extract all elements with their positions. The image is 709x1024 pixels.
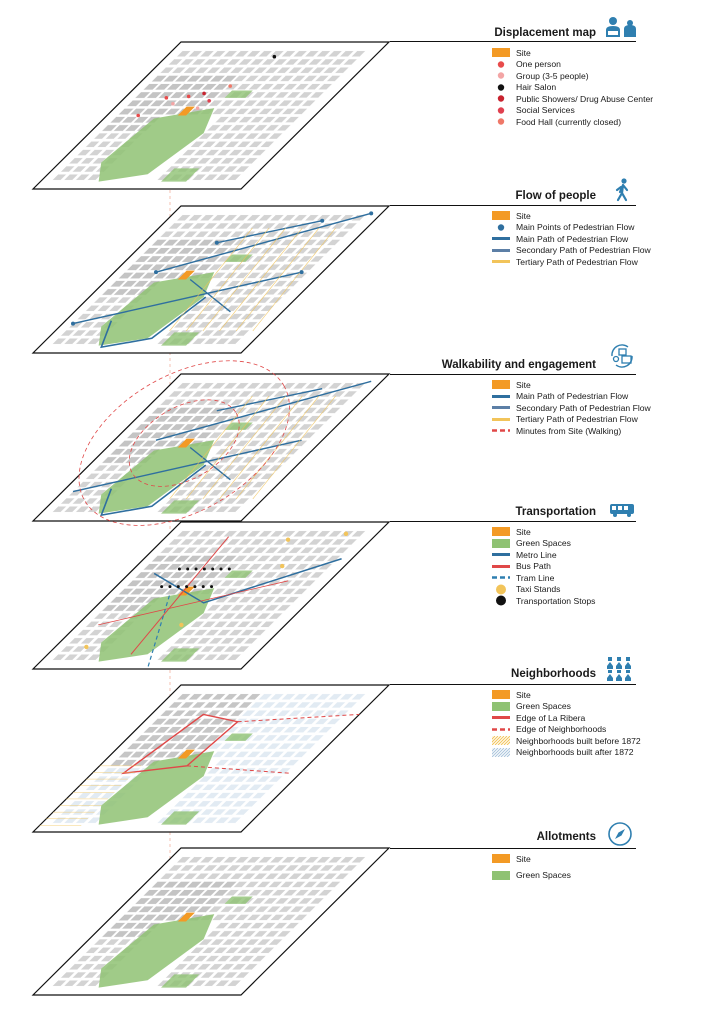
legend-label: Edge of La Ribera [516,712,586,723]
pedestrian-icon [613,178,633,207]
transport-stop [228,568,231,571]
transport-stop [211,568,214,571]
legend-swatch [492,59,510,69]
map-layer-4 [33,522,389,669]
legend-item [492,526,702,538]
legend-swatch [492,713,510,723]
buildings-icon [606,656,632,687]
legend-item [492,402,702,414]
transport-stop [202,585,205,588]
displacement-dot [187,95,191,99]
legend-swatch [492,71,510,81]
transport-stop [210,585,213,588]
legend-item [492,747,702,759]
title-rule [390,205,636,206]
legend-item [492,116,702,128]
displacement-dot [207,99,211,103]
legend-item [492,689,702,701]
layer-title-neighborhoods: Neighborhoods [511,668,596,680]
transport-stop [195,568,198,571]
legend-swatch [492,257,510,267]
legend-label: Tertiary Path of Pedestrian Flow [516,414,638,425]
displacement-dot [165,96,169,100]
legend-flow [492,210,702,268]
displacement-dot [202,92,206,96]
legend-swatch [492,117,510,127]
legend-label: Neighborhoods built before 1872 [516,735,641,746]
legend-item [492,561,702,573]
legend-item [492,584,702,596]
legend-label: Green Spaces [516,538,571,549]
legend-label: Metro Line [516,549,557,560]
transport-stop [186,568,189,571]
transport-stop [160,585,163,588]
taxi-stand [344,532,348,536]
legend-item [492,572,702,584]
transport-stop [220,568,223,571]
bus-icon [609,503,635,522]
legend-label: Site [516,526,531,537]
legend-swatch [492,596,510,606]
legend-swatch [492,870,510,880]
legend-transportation [492,526,702,607]
legend-item [492,47,702,59]
legend-item [492,870,702,882]
legend-swatch [492,538,510,548]
legend-item [492,82,702,94]
legend-item [492,93,702,105]
legend-label: Secondary Path of Pedestrian Flow [516,245,651,256]
displacement-dot [171,102,175,106]
engagement-icon [608,342,636,375]
legend-label: Main Path of Pedestrian Flow [516,391,629,402]
legend-item [492,595,702,607]
legend-label: Site [516,210,531,221]
map-layer-5 [33,685,389,832]
transport-stop [178,568,181,571]
legend-swatch [492,584,510,594]
taxi-stand [286,537,290,541]
displaced-people-icon [604,16,638,43]
legend-item [492,724,702,736]
legend-label: Site [516,689,531,700]
legend-swatch [492,222,510,232]
legend-swatch [492,690,510,700]
legend-item [492,233,702,245]
legend-walkability [492,379,702,437]
legend-swatch [492,573,510,583]
legend-item [492,853,702,865]
transport-stop [177,585,180,588]
legend-swatch [492,736,510,746]
legend-item [492,256,702,268]
layer-title-transportation: Transportation [515,506,596,518]
taxi-stand [84,645,88,649]
legend-label: Taxi Stands [516,584,561,595]
map-layer-2 [33,206,389,353]
displacement-dot [196,106,200,110]
map-layer-1 [33,42,389,189]
legend-label: Transportation Stops [516,595,596,606]
title-rule [390,684,636,685]
legend-swatch [492,82,510,92]
legend-item [492,379,702,391]
legend-swatch [492,724,510,734]
legend-swatch [492,527,510,537]
legend-label: Tertiary Path of Pedestrian Flow [516,256,638,267]
title-rule [390,374,636,375]
legend-label: Main Points of Pedestrian Flow [516,222,635,233]
legend-label: Social Services [516,105,575,116]
legend-item [492,391,702,403]
legend-label: Green Spaces [516,701,571,712]
legend-swatch [492,105,510,115]
legend-swatch [492,414,510,424]
legend-label: Green Spaces [516,870,571,881]
legend-neighborhoods [492,689,702,758]
legend-swatch [492,380,510,390]
legend-label: Tram Line [516,572,555,583]
legend-label: Main Path of Pedestrian Flow [516,233,629,244]
legend-label: One person [516,59,561,70]
displacement-dot [273,55,277,59]
legend-label: Public Showers/ Drug Abuse Center [516,93,654,104]
legend-swatch [492,234,510,244]
legend-swatch [492,391,510,401]
legend-swatch [492,561,510,571]
legend-item [492,735,702,747]
displacement-dot [228,84,232,88]
legend-item [492,549,702,561]
taxi-stand [179,623,183,627]
legend-item [492,105,702,117]
layer-title-walkability: Walkability and engagement [441,359,596,371]
transport-stop [203,568,206,571]
legend-label: Food Hall (currently closed) [516,116,622,127]
legend-swatch [492,245,510,255]
title-rule [390,521,636,522]
legend-item [492,70,702,82]
legend-label: Site [516,379,531,390]
title-rule [390,41,636,42]
map-layer-6 [33,848,389,995]
legend-label: Bus Path [516,561,551,572]
legend-swatch [492,211,510,221]
legend-displacement [492,47,702,128]
legend-label: Group (3-5 people) [516,70,589,81]
legend-swatch [492,701,510,711]
legend-label: Site [516,47,531,58]
legend-item [492,59,702,71]
legend-swatch [492,854,510,864]
taxi-stand [280,564,284,568]
transport-stop [193,585,196,588]
legend-item [492,425,702,437]
transport-stop [185,585,188,588]
title-rule [390,848,636,849]
legend-swatch [492,747,510,757]
legend-label: Edge of Neighborhoods [516,724,607,735]
legend-item [492,210,702,222]
layer-title-allotments: Allotments [536,831,596,843]
legend-item [492,701,702,713]
legend-swatch [492,403,510,413]
displacement-dot [136,114,140,118]
compass-icon [607,821,633,852]
legend-label: Site [516,853,531,864]
layer-title-flow: Flow of people [515,190,596,202]
legend-item [492,712,702,724]
legend-item [492,414,702,426]
legend-allotments [492,853,702,881]
legend-label: Hair Salon [516,82,557,93]
layer-title-displacement: Displacement map [494,27,596,39]
legend-label: Secondary Path of Pedestrian Flow [516,402,651,413]
legend-swatch [492,48,510,58]
legend-label: Neighborhoods built after 1872 [516,747,634,758]
legend-label: Minutes from Site (Walking) [516,425,622,436]
legend-item [492,538,702,550]
legend-swatch [492,94,510,104]
legend-swatch [492,426,510,436]
transport-stop [168,585,171,588]
legend-swatch [492,550,510,560]
legend-item [492,222,702,234]
legend-item [492,245,702,257]
